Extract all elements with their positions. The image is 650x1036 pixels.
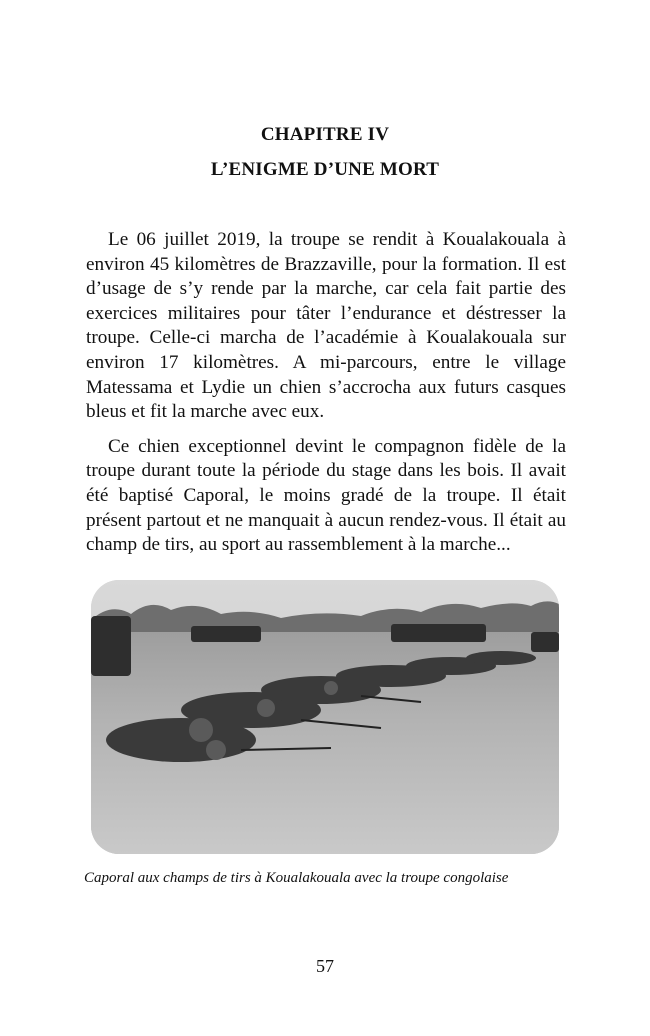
photo-caption: Caporal aux champs de tirs à Koualakouala avec la troupe congolaise — [84, 870, 509, 886]
chapter-number: CHAPITRE IV — [260, 124, 390, 145]
photo-soldiers-firing-range — [91, 580, 559, 854]
body-text — [86, 228, 566, 568]
paragraph-1: Le 06 juillet 2019, la troupe se rendit à Koualakouala à environ 45 kilomètres de Brazzaville, pour la formation. Il est d’usage de s’y rende par la marche, car cela fait partie des exercices militaires pour tâter l’endurance et déstresser la troupe. Celle-ci marcha de l’académie à Koualakouala sur environ 17 kilomètres. A mi-parcours, entre le village Matessama et Lydie un chien s’accrocha aux futurs casques bleus et fit la marche avec eux. — [86, 229, 566, 423]
paragraph-2: Ce chien exceptionnel devint le compagnon fidèle de la troupe durant toute la période du stage dans les bois. Il avait été baptisé Caporal, le moins gradé de la troupe. Il était présent partout et ne manquait à aucun rendez-vous. Il était au champ de tirs, au sport au rassemblement à la marche... — [86, 435, 566, 556]
chapter-title: L’ENIGME D’UNE MORT — [210, 159, 440, 180]
page-number: 57 — [316, 956, 334, 976]
